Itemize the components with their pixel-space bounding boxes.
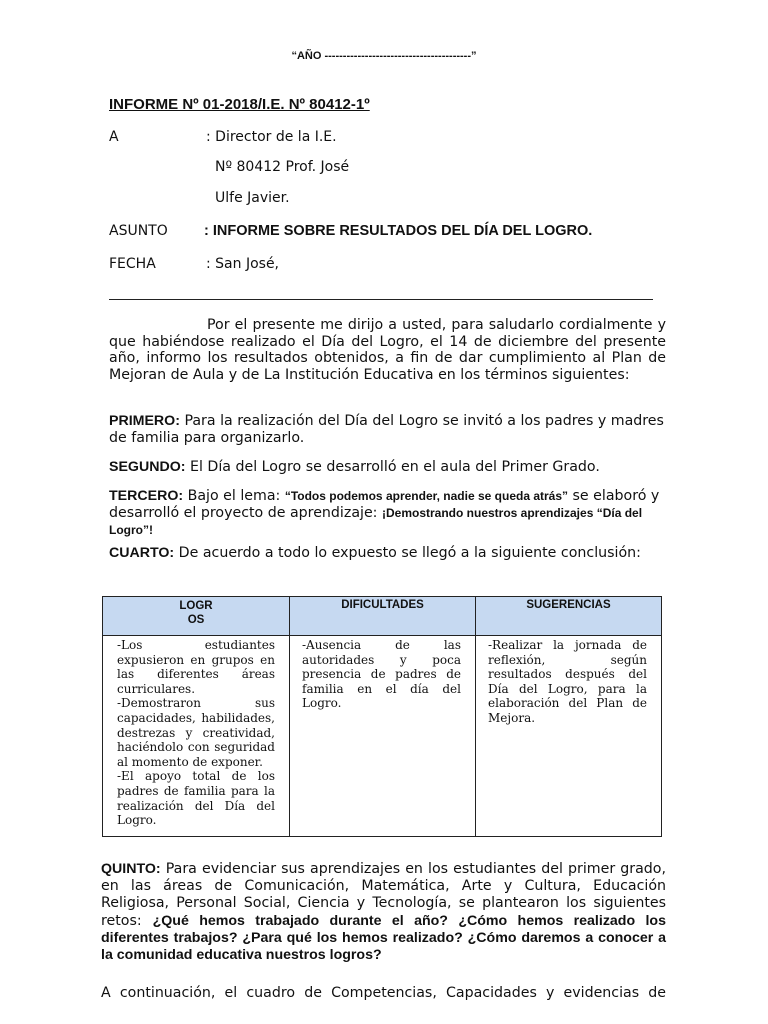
cuarto-paragraph [109,545,666,562]
subject-value: : INFORME SOBRE RESULTADOS DEL DÍA DEL LOGRO. [204,223,593,239]
year-line: “AÑO ----------------------------------------” [291,50,477,62]
to-line-1: : Director de la I.E. [206,129,337,145]
table-header-row [103,597,662,636]
quinto-label: QUINTO: [101,861,161,877]
cell-logros [103,636,290,837]
tercero-text-1: Bajo el lema: [183,488,285,504]
tercero-text-2: se elaboró y desarrolló el proyecto de aprendizaje: [109,488,660,521]
quinto-paragraph [101,861,666,964]
cell-dificultades [290,636,476,837]
tercero-motto: “Todos podemos aprender, nadie se queda atrás” [284,489,569,503]
to-label: A [109,129,119,145]
subject-label: ASUNTO [109,223,168,239]
header-sugerencias: SUGERENCIAS [476,597,662,636]
primero-text: Para la realización del Día del Logro se invitó a los padres y madres de familia para organizarlo. [109,413,664,446]
primero-label: PRIMERO: [109,413,180,429]
header-logros: LOGR OS [103,597,290,636]
segundo-paragraph [109,459,666,476]
header-dificultades: DIFICULTADES [290,597,476,636]
continuation-line: A continuación, el cuadro de Competencias, Capacidades y evidencias de [101,985,666,1001]
table-row [103,636,662,837]
segundo-text: El Día del Logro se desarrolló en el aula del Primer Grado. [185,459,600,475]
to-line-3: Ulfe Javier. [215,190,290,206]
tercero-project: ¡Demostrando nuestros aprendizajes “Día del Logro”! [109,506,643,537]
primero-paragraph [109,413,666,446]
report-title: INFORME Nº 01-2018/I.E. Nº 80412-1º [109,96,370,113]
sugerencias-text: -Realizar la jornada de reflexión, según resultados después del Día del Logro, para la elaboración del Plan de Mejora. [488,638,647,725]
date-label: FECHA [109,256,156,272]
quinto-text: Para evidenciar sus aprendizajes en los estudiantes del primer grado, en las áreas de Comunicación, Matemática, Arte y Cultura, Educación Religiosa, Personal Social, Ciencia y Tecnología, se plantearon los siguientes retos: [101,861,666,929]
tercero-paragraph [109,488,666,539]
quinto-questions: ¿Qué hemos trabajado durante el año? ¿Cómo hemos realizado los diferentes trabajos? ¿Para qué los hemos realizado? ¿Cómo daremos a conocer a la comunidad educativa nuestros logros? [101,912,666,964]
to-line-2: Nº 80412 Prof. José [215,159,350,175]
logros-text: -Los estudiantes expusieron en grupos en las diferentes áreas curriculares. -Demostraron sus capacidades, habilidades, destrezas y creatividad, haciéndolo con seguridad al momento de exponer. -El apoyo total de los padres de familia para la realización del Día del Logro. [117,638,275,828]
tercero-label: TERCERO: [109,488,184,504]
cuarto-text: De acuerdo a todo lo expuesto se llegó a la siguiente conclusión: [174,545,641,561]
date-value: : San José, [206,256,280,272]
header-divider [109,299,653,300]
cuarto-label: CUARTO: [109,545,175,561]
segundo-label: SEGUNDO: [109,459,186,475]
cell-sugerencias [476,636,662,837]
intro-text: Por el presente me dirijo a usted, para saludarlo cordialmente y que habiéndose realizado el Día del Logro, el 14 de diciembre del presente año, informo los resultados obtenidos, a fin de dar cumplimiento al Plan de Mejoran de Aula y de La Institución Educativa en los términos siguientes: [109,317,666,383]
intro-paragraph [109,317,666,383]
dificultades-text: -Ausencia de las autoridades y poca presencia de padres de familia en el día del Logro. [302,638,461,711]
conclusion-table [102,596,662,837]
